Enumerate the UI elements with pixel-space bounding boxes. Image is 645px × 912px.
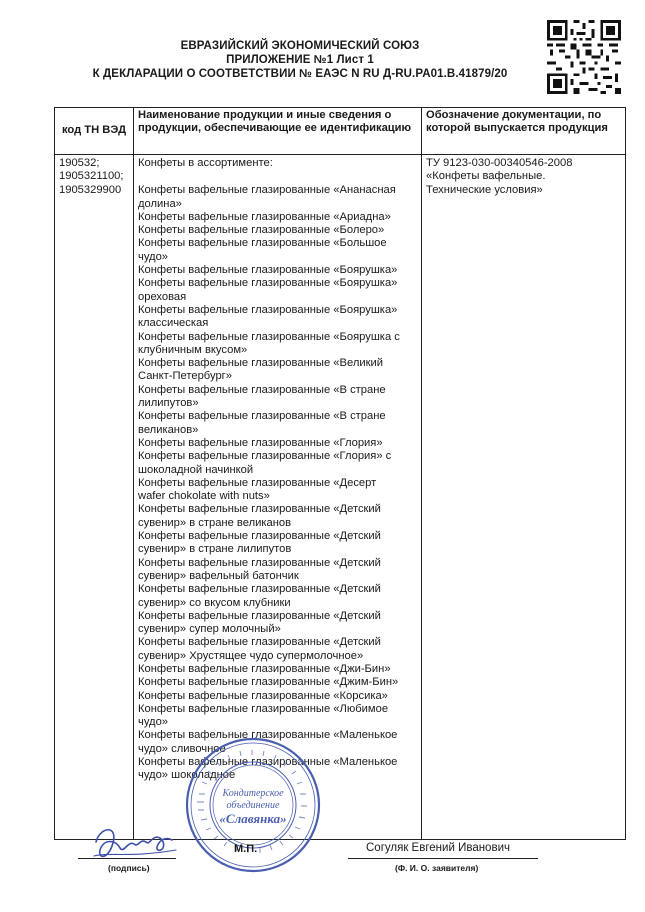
product-line: Конфеты вафельные глазированные «Болеро» [138, 224, 385, 237]
product-line: Конфеты вафельные глазированные «Боярушка» [138, 264, 398, 277]
document-header [60, 39, 540, 81]
product-line: Конфеты вафельные глазированные «Детский [138, 556, 381, 569]
name-caption: (Ф. И. О. заявителя) [395, 863, 479, 873]
document-column-header: Обозначение документации, по которой выпускается продукция [422, 108, 626, 155]
product-line: Конфеты вафельные глазированные «В стране [138, 383, 386, 396]
product-line: Конфеты вафельные глазированные «Глория» [138, 436, 383, 449]
header-appendix: ПРИЛОЖЕНИЕ №1 Лист 1 [226, 54, 374, 66]
product-line: сувенир» вафельный батончик [138, 569, 299, 582]
codes-cell [55, 155, 134, 840]
hs-code: 1905321100; [59, 170, 124, 183]
product-line: сувенир» супер молочный» [138, 623, 281, 636]
product-line: сувенир» Хрустящее чудо супермолочное» [138, 649, 364, 662]
product-line: Санкт-Петербург» [138, 370, 232, 383]
table-row [55, 155, 626, 840]
stamp-place-label: М.П. [234, 843, 258, 855]
document-line: ТУ 9123-030-00340546-2008 [426, 157, 573, 169]
stamp-text-3: «Славянка» [219, 811, 287, 826]
product-line: сувенир» в стране лилипутов [138, 543, 292, 556]
hs-code: 1905329900 [59, 183, 122, 196]
product-line: чудо» [138, 716, 169, 729]
signature-caption: (подпись) [108, 863, 150, 873]
product-line: долина» [138, 197, 182, 210]
product-line: классическая [138, 317, 209, 330]
applicant-name: Согуляк Евгений Иванович [366, 842, 510, 854]
product-line: Конфеты вафельные глазированные «Маленькое [138, 756, 398, 769]
product-line: чудо» сливочное [138, 742, 226, 755]
product-line: wafer chokolate with nuts» [138, 490, 270, 503]
document-line: «Конфеты вафельные. [426, 170, 546, 183]
product-line: Конфеты вафельные глазированные «Детский [138, 503, 381, 516]
product-line: Конфеты вафельные глазированные «Большое [138, 237, 387, 250]
product-line: Конфеты вафельные глазированные «В стране [138, 410, 386, 423]
name-line [348, 858, 538, 859]
qr-code-icon [547, 20, 621, 94]
document-line: Технические условия» [426, 183, 543, 196]
product-line: Конфеты вафельные глазированные «Корсика» [138, 689, 388, 702]
product-line: Конфеты в ассортименте: [138, 157, 273, 169]
hs-code: 190532; [59, 157, 100, 169]
documents-cell [422, 155, 626, 840]
stamp-text-2: объединение [226, 800, 280, 811]
product-line: клубничным вкусом» [138, 343, 248, 356]
product-line: великанов» [138, 423, 199, 436]
stamp-text-1: Кондитерское [222, 788, 284, 799]
product-line: Конфеты вафельные глазированные «Маленькое [138, 729, 398, 742]
product-line: сувенир» в стране великанов [138, 516, 292, 529]
product-line: сувенир» со вкусом клубники [138, 596, 291, 609]
product-line: Конфеты вафельные глазированные «Детский [138, 609, 381, 622]
product-line: ореховая [138, 290, 187, 303]
product-column-header: Наименование продукции и иные сведения о продукции, обеспечивающие ее идентификацию [134, 108, 422, 155]
product-line: Конфеты вафельные глазированные «Боярушка» [138, 303, 398, 316]
product-line: Конфеты вафельные глазированные «Любимое [138, 702, 389, 715]
code-column-header: код ТН ВЭД [55, 108, 134, 155]
product-line: чудо» шоколадное [138, 769, 236, 782]
product-line: Конфеты вафельные глазированные «Десерт [138, 476, 377, 489]
product-line: Конфеты вафельные глазированные «Детский [138, 636, 381, 649]
product-line: лилипутов» [138, 397, 199, 410]
header-union: ЕВРАЗИЙСКИЙ ЭКОНОМИЧЕСКИЙ СОЮЗ [180, 40, 420, 52]
product-line: Конфеты вафельные глазированные «Ананасная [138, 184, 396, 197]
product-line: Конфеты вафельные глазированные «Великий [138, 357, 383, 370]
products-table [54, 107, 626, 840]
product-line: чудо» [138, 250, 169, 263]
product-line: Конфеты вафельные глазированные «Детский [138, 530, 381, 543]
header-declaration: К ДЕКЛАРАЦИИ О СООТВЕТСТВИИ № ЕАЭС N RU Д-RU.PA01.B.41879/20 [92, 68, 508, 80]
product-line [138, 170, 417, 184]
product-line: Конфеты вафельные глазированные «Глория» с [138, 450, 392, 463]
product-line: шоколадной начинкой [138, 463, 254, 476]
product-line: Конфеты вафельные глазированные «Джим-Бин» [138, 676, 399, 689]
product-line: Конфеты вафельные глазированные «Ариадна» [138, 210, 391, 223]
product-line: Конфеты вафельные глазированные «Детский [138, 583, 381, 596]
table-header-row [55, 108, 626, 155]
signature-line [78, 858, 176, 859]
product-line: Конфеты вафельные глазированные «Боярушка с [138, 330, 400, 343]
product-line: Конфеты вафельные глазированные «Боярушка» [138, 277, 398, 290]
product-line: Конфеты вафельные глазированные «Джи-Бин» [138, 662, 391, 675]
